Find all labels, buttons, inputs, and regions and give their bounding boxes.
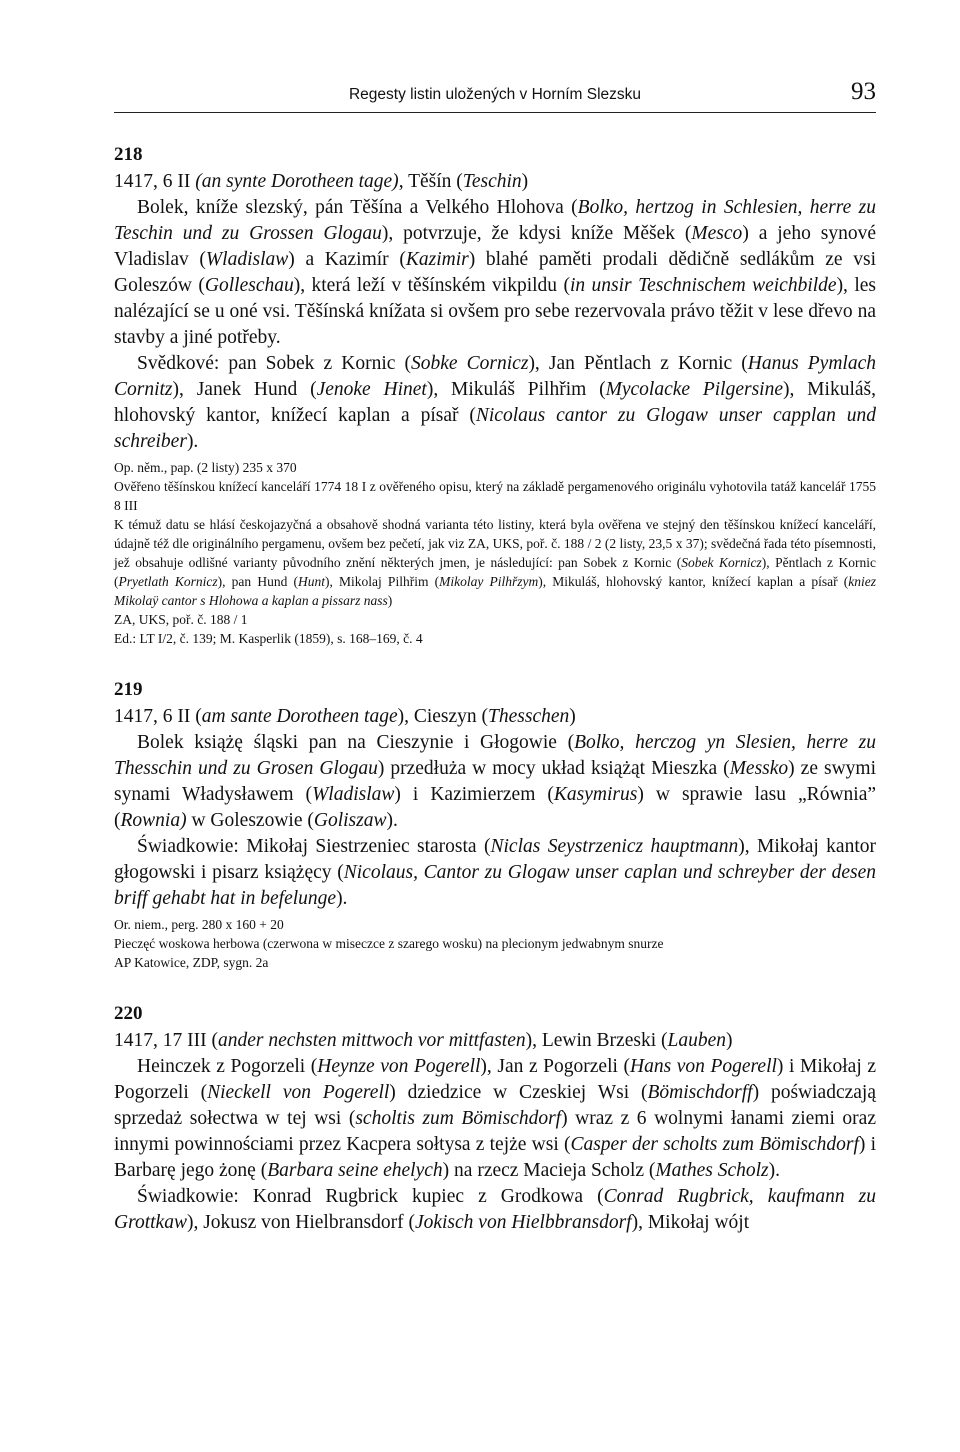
entry-notes	[114, 458, 876, 648]
note-original: Or. niem., perg. 280 x 160 + 20	[114, 917, 284, 932]
entry-number: 218	[114, 144, 143, 165]
document-page	[114, 78, 876, 1236]
entry-dateline: 1417, 6 II (am sante Dorotheen tage), Cieszyn (Thesschen)	[114, 706, 576, 727]
entry-witnesses: Świadkowie: Mikołaj Siestrzeniec starosta (Niclas Seystrzenicz hauptmann), Mikołaj kantor głogowski i pisarz książęcy (Nicolaus, Cantor zu Glogaw unser caplan und schreyber der desen briff gehabt hat in befelunge).	[114, 836, 876, 909]
note-edition: Ed.: LT I/2, č. 139; M. Kasperlik (1859), s. 168–169, č. 4	[114, 631, 423, 646]
entry-summary: Bolek książę śląski pan na Cieszynie i Głogowie (Bolko, herczog yn Slesien, herre zu Thesschin und zu Grosen Glogau) przedłuża w mocy układ książąt Mieszka (Messko) ze swymi synami Władysławem (Wladislaw) i Kazimierzem (Kasymirus) w sprawie lasu „Równia” (Rownia) w Goleszowie (Goliszaw).	[114, 732, 877, 831]
entry-number: 219	[114, 679, 143, 700]
note-variant: K témuž datu se hlásí českojazyčná a obsahově shodná varianta této listiny, která byla ověřena ve stejný den těšínskou knížecí kanceláří, údajně též dle originálního pergamenu, ovšem bez pečetí, jak viz ZA, UKS, poř. č. 188 / 2 (2 listy, 23,5 x 37); svědečná řada této písemnosti, jež obsahuje odlišné varianty původního znění některých jmen, je následující: pan Sobek z Kornic (Sobek Kornicz), Pěntlach z Kornic (Pryetlath Kornicz), pan Hund (Hunt), Mikolaj Pilhřim (Mikolay Pilhřzym), Mikuláš, hlohovský kantor, knížecí kaplan a písař (kniez Mikolaÿ cantor s Hlohowa a kaplan a pissarz nass)	[114, 517, 877, 608]
note-archive: ZA, UKS, poř. č. 188 / 1	[114, 612, 248, 627]
entry-witnesses: Świadkowie: Konrad Rugbrick kupiec z Grodkowa (Conrad Rugbrick, kaufmann zu Grottkaw), Jokusz von Hielbransdorf (Jokisch von Hielbbransdorf), Mikołaj wójt	[114, 1186, 876, 1233]
regest-entry-218	[114, 143, 876, 648]
note-verification: Ověřeno těšínskou knížecí kanceláří 1774 18 I z ověřeného opisu, který na základě pergamenového originálu vyhotovila tatáž kancelář 1755 8 III	[114, 479, 876, 513]
note-archive: AP Katowice, ZDP, sygn. 2a	[114, 955, 269, 970]
running-title: Regesty listin uložených v Horním Slezsku	[348, 86, 642, 103]
entry-witnesses: Svědkové: pan Sobek z Kornic (Sobke Cornicz), Jan Pěntlach z Kornic (Hanus Pymlach Cornitz), Janek Hund (Jenoke Hinet), Mikuláš Pilhřim (Mycolacke Pilgersine), Mikuláš, hlohovský kantor, knížecí kaplan a písař (Nicolaus cantor zu Glogaw unser capplan und schreiber).	[114, 353, 876, 452]
entry-notes	[114, 915, 876, 972]
page-number: 93	[851, 78, 876, 105]
entry-summary: Bolek, kníže slezský, pán Těšína a Velkého Hlohova (Bolko, hertzog in Schlesien, herre zu Teschin und zu Grossen Glogau), potvrzuje, že kdysi kníže Měšek (Mesco) a jeho synové Vladislav (Wladislaw) a Kazimír (Kazimir) blahé paměti prodali dědičně sedlákům ze vsi Goleszów (Golleschau), která leží v těšínském vikpildu (in unsir Teschnischem weichbilde), les nalézající se u oné vsi. Těšínská knížata si ovšem pro sebe rezervovala právo těžit v lese dřevo na stavby a jiné potřeby.	[114, 197, 877, 348]
entry-summary: Heinczek z Pogorzeli (Heynze von Pogerell), Jan z Pogorzeli (Hans von Pogerell) i Mikołaj z Pogorzeli (Nieckell von Pogerell) dziedzice w Czeskiej Wsi (Bömischdorff) poświadczają sprzedaż sołectwa w tej wsi (scholtis zum Bömischdorf) wraz z 6 wolnymi łanami ziemi oraz innymi powinnościami przez Kacpera sołtysa z tejże wsi (Casper der scholts zum Bömischdorf) i Barbarę jego żonę (Barbara seine ehelych) na rzecz Macieja Scholz (Mathes Scholz).	[114, 1056, 876, 1181]
entry-number: 220	[114, 1003, 143, 1024]
entry-dateline: 1417, 17 III (ander nechsten mittwoch vor mittfasten), Lewin Brzeski (Lauben)	[114, 1030, 733, 1051]
regest-entry-219	[114, 678, 876, 972]
regest-entry-220	[114, 1002, 876, 1236]
entry-dateline: 1417, 6 II (an synte Dorotheen tage), Těšín (Teschin)	[114, 171, 529, 192]
note-seal: Pieczęć woskowa herbowa (czerwona w miseczce z szarego wosku) na plecionym jedwabnym snurze	[114, 936, 664, 951]
note-original: Op. něm., pap. (2 listy) 235 x 370	[114, 460, 297, 475]
page-header	[114, 78, 876, 113]
